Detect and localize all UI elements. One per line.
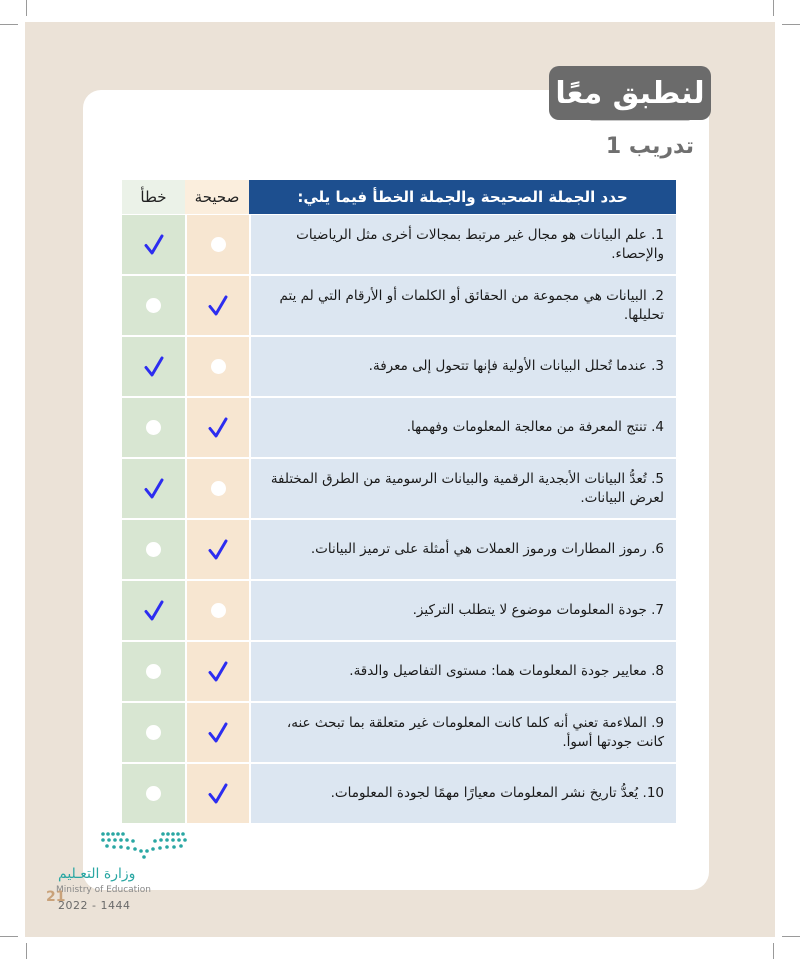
- check-mark-icon: [207, 539, 229, 561]
- false-cell[interactable]: [122, 276, 185, 335]
- false-cell[interactable]: [122, 215, 185, 274]
- empty-circle: [146, 664, 161, 679]
- true-false-table: [122, 180, 676, 825]
- empty-circle: [146, 786, 161, 801]
- statement-text: 8. معايير جودة المعلومات هما: مستوى التفاصيل والدقة.: [251, 642, 676, 701]
- false-cell[interactable]: [122, 581, 185, 640]
- check-mark-icon: [143, 234, 165, 256]
- statement-text: 3. عندما تُحلل البيانات الأولية فإنها تتحول إلى معرفة.: [251, 337, 676, 396]
- table-row: [122, 215, 676, 274]
- table-body: [122, 215, 676, 823]
- true-cell[interactable]: [187, 703, 249, 762]
- check-mark-icon: [207, 722, 229, 744]
- statement-text: 7. جودة المعلومات موضوع لا يتطلب التركيز.: [251, 581, 676, 640]
- empty-circle: [146, 542, 161, 557]
- false-cell[interactable]: [122, 459, 185, 518]
- statement-text: 6. رموز المطارات ورموز العملات هي أمثلة على ترميز البيانات.: [251, 520, 676, 579]
- ministry-name-english: Ministry of Education: [56, 885, 151, 895]
- check-mark-icon: [143, 600, 165, 622]
- table-row: [122, 520, 676, 579]
- crop-mark: [773, 0, 774, 16]
- empty-circle: [146, 725, 161, 740]
- crop-mark: [782, 936, 800, 937]
- true-cell[interactable]: [187, 642, 249, 701]
- false-cell[interactable]: [122, 642, 185, 701]
- column-header-false: خطأ: [122, 180, 185, 214]
- check-mark-icon: [143, 356, 165, 378]
- statement-text: 2. البيانات هي مجموعة من الحقائق أو الكلمات أو الأرقام التي لم يتم تحليلها.: [251, 276, 676, 335]
- edition-year: 2022 - 1444: [58, 899, 131, 912]
- true-cell[interactable]: [187, 520, 249, 579]
- true-cell[interactable]: [187, 764, 249, 823]
- table-row: [122, 764, 676, 823]
- statement-text: 9. الملاءمة تعني أنه كلما كانت المعلومات غير متعلقة بما تبحث عنه، كانت جودتها أسوأ.: [251, 703, 676, 762]
- table-row: [122, 276, 676, 335]
- table-row: [122, 703, 676, 762]
- statement-text: 5. تُعدُّ البيانات الأبجدية الرقمية والبيانات الرسومية من الطرق المختلفة لعرض البيانات.: [251, 459, 676, 518]
- true-cell[interactable]: [187, 337, 249, 396]
- false-cell[interactable]: [122, 398, 185, 457]
- crop-mark: [773, 943, 774, 959]
- crop-mark: [26, 0, 27, 16]
- column-header-true: صحيحة: [185, 180, 249, 214]
- check-mark-icon: [207, 295, 229, 317]
- statement-text: 4. تنتج المعرفة من معالجة المعلومات وفهمها.: [251, 398, 676, 457]
- check-mark-icon: [207, 661, 229, 683]
- table-header: [122, 180, 676, 214]
- empty-circle: [211, 359, 226, 374]
- statement-text: 1. علم البيانات هو مجال غير مرتبط بمجالات أخرى مثل الرياضيات والإحصاء.: [251, 215, 676, 274]
- check-mark-icon: [143, 478, 165, 500]
- empty-circle: [211, 603, 226, 618]
- table-row: [122, 581, 676, 640]
- table-row: [122, 337, 676, 396]
- crop-mark: [782, 24, 800, 25]
- crop-mark: [0, 24, 18, 25]
- exercise-title: تدريب 1: [605, 134, 694, 159]
- true-cell[interactable]: [187, 398, 249, 457]
- column-header-question: حدد الجملة الصحيحة والجملة الخطأ فيما يلي:: [249, 180, 676, 214]
- empty-circle: [146, 420, 161, 435]
- table-row: [122, 459, 676, 518]
- check-mark-icon: [207, 783, 229, 805]
- true-cell[interactable]: [187, 459, 249, 518]
- true-cell[interactable]: [187, 581, 249, 640]
- crop-mark: [0, 936, 18, 937]
- check-mark-icon: [207, 417, 229, 439]
- table-row: [122, 642, 676, 701]
- crop-mark: [26, 943, 27, 959]
- empty-circle: [146, 298, 161, 313]
- true-cell[interactable]: [187, 215, 249, 274]
- false-cell[interactable]: [122, 703, 185, 762]
- empty-circle: [211, 237, 226, 252]
- statement-text: 10. يُعدُّ تاريخ نشر المعلومات معيارًا مهمًا لجودة المعلومات.: [251, 764, 676, 823]
- table-row: [122, 398, 676, 457]
- false-cell[interactable]: [122, 764, 185, 823]
- empty-circle: [211, 481, 226, 496]
- ministry-logo-icon: [97, 828, 192, 860]
- section-title: لنطبق معًا: [549, 66, 711, 120]
- ministry-name-arabic: وزارة التعـليم: [58, 866, 136, 882]
- false-cell[interactable]: [122, 520, 185, 579]
- page-number: 21: [46, 889, 66, 905]
- false-cell[interactable]: [122, 337, 185, 396]
- true-cell[interactable]: [187, 276, 249, 335]
